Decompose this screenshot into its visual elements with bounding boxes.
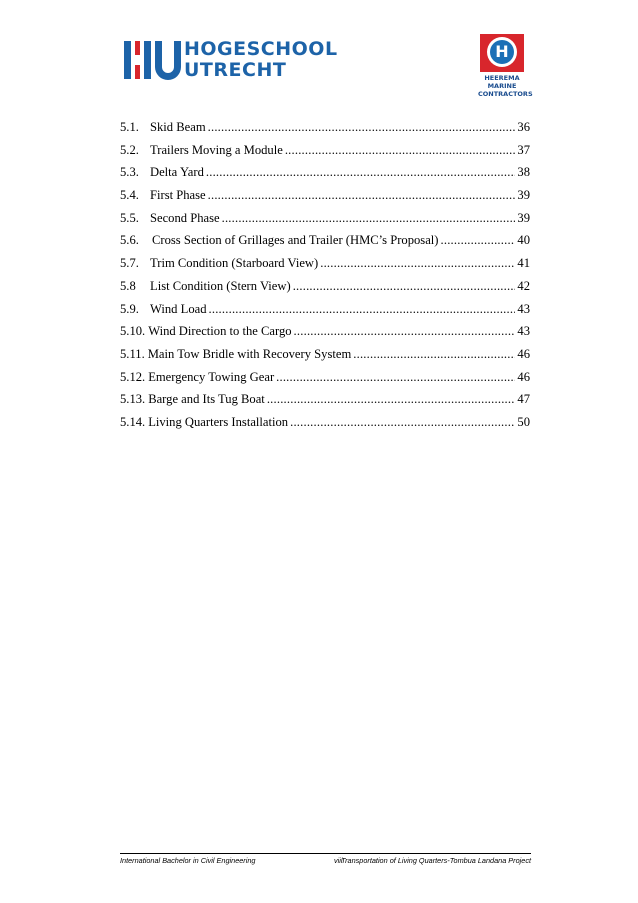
toc-entry-leader — [285, 143, 516, 158]
toc-entry-page: 43 — [517, 301, 530, 316]
footer-right-text: Transportation of Living Quarters-Tombua Landana Project — [341, 856, 531, 865]
toc-entry[interactable] — [120, 188, 530, 211]
footer-divider — [120, 853, 531, 854]
toc-entry-leader — [294, 324, 516, 339]
toc-entry-page: 39 — [517, 210, 530, 225]
toc-entry-page: 46 — [517, 346, 530, 361]
hmc-logo — [478, 34, 533, 98]
toc-entry-leader — [267, 392, 516, 407]
toc-entry[interactable] — [120, 279, 530, 302]
toc-entry-page: 39 — [517, 188, 530, 203]
toc-entry-number: 5.14. — [120, 414, 146, 429]
hmc-logo-line2: MARINE — [487, 82, 517, 90]
toc-entry[interactable] — [120, 392, 530, 415]
toc-entry-page: 50 — [517, 414, 530, 429]
toc-entry-number: 5.9. — [120, 301, 139, 316]
toc-entry[interactable] — [120, 415, 530, 438]
hogeschool-utrecht-logo — [122, 38, 338, 86]
toc-entry-page: 41 — [517, 256, 530, 271]
toc-entry-title: Wind Load — [150, 301, 207, 316]
hmc-logo-text — [478, 74, 533, 98]
toc-entry-leader — [208, 120, 516, 135]
toc-entry-leader — [290, 415, 515, 430]
toc-entry-number: 5.7. — [120, 256, 139, 271]
toc-entry-leader — [441, 233, 516, 248]
hmc-logo-line3: CONTRACTORS — [478, 90, 533, 98]
toc-entry-number: 5.1. — [120, 120, 139, 134]
toc-entry[interactable] — [120, 143, 530, 166]
toc-entry-title: Second Phase — [150, 210, 220, 225]
toc-entry-number: 5.12. — [120, 369, 146, 384]
toc-entry-page: 40 — [517, 233, 530, 248]
toc-entry-leader — [353, 347, 515, 362]
toc-entry[interactable] — [120, 324, 530, 347]
toc-entry-leader — [293, 279, 516, 294]
toc-entry-number: 5.5. — [120, 210, 139, 225]
toc-entry[interactable] — [120, 120, 530, 143]
hu-logo-text — [184, 39, 338, 81]
toc-entry-title: Main Tow Bridle with Recovery System — [147, 346, 352, 361]
hmc-logo-icon — [480, 34, 524, 72]
toc-entry-number: 5.11. — [120, 346, 145, 361]
hu-logo-line1: HOGESCHOOL — [184, 38, 338, 60]
toc-entry-number: 5.8 — [120, 278, 136, 293]
toc-entry-title: Trim Condition (Starboard View) — [150, 256, 319, 271]
toc-entry-page: 46 — [517, 369, 530, 384]
table-of-figures — [120, 120, 530, 438]
toc-entry[interactable] — [120, 165, 530, 188]
toc-entry-number: 5.4. — [120, 188, 139, 203]
toc-entry-title: Barge and Its Tug Boat — [148, 392, 265, 407]
toc-entry-page: 37 — [517, 142, 530, 157]
toc-entry-number: 5.2. — [120, 142, 139, 157]
toc-entry-page: 43 — [517, 324, 530, 339]
toc-entry[interactable] — [120, 211, 530, 234]
toc-entry-leader — [320, 256, 515, 271]
toc-entry-title: First Phase — [150, 188, 206, 203]
toc-entry[interactable] — [120, 256, 530, 279]
toc-entry-title: List Condition (Stern View) — [150, 278, 291, 293]
toc-entry-title: Cross Section of Grillages and Trailer (HMC’s Proposal) — [152, 233, 439, 248]
hmc-logo-letter: H — [490, 40, 514, 64]
toc-entry[interactable] — [120, 347, 530, 370]
toc-entry-page: 42 — [517, 278, 530, 293]
toc-entry-leader — [206, 165, 516, 180]
toc-entry-title: Emergency Towing Gear — [148, 369, 275, 384]
toc-entry-title: Skid Beam — [150, 120, 206, 134]
toc-entry-title: Delta Yard — [150, 165, 204, 180]
toc-entry-number: 5.13. — [120, 392, 146, 407]
toc-entry-leader — [208, 188, 516, 203]
toc-entry-page: 38 — [517, 165, 530, 180]
toc-entry-title: Living Quarters Installation — [148, 414, 289, 429]
toc-entry-page: 36 — [517, 120, 530, 134]
toc-entry-title: Trailers Moving a Module — [150, 142, 283, 157]
toc-entry-title: Wind Direction to the Cargo — [148, 324, 292, 339]
toc-entry-number: 5.6. — [120, 233, 139, 248]
hmc-logo-line1: HEEREMA — [484, 74, 520, 82]
toc-entry-leader — [222, 211, 516, 226]
toc-entry-leader — [209, 302, 516, 317]
toc-entry-page: 47 — [517, 392, 530, 407]
footer-page-number: viii — [334, 856, 343, 865]
toc-entry[interactable] — [120, 370, 530, 393]
toc-entry-leader — [276, 370, 515, 385]
hu-logo-icon — [122, 38, 182, 83]
toc-entry-number: 5.3. — [120, 165, 139, 180]
footer-left-text: International Bachelor in Civil Engineering — [120, 856, 256, 865]
toc-entry[interactable] — [120, 233, 530, 256]
toc-entry[interactable] — [120, 302, 530, 325]
hu-logo-line2: UTRECHT — [184, 59, 287, 81]
toc-entry-number: 5.10. — [120, 324, 146, 339]
